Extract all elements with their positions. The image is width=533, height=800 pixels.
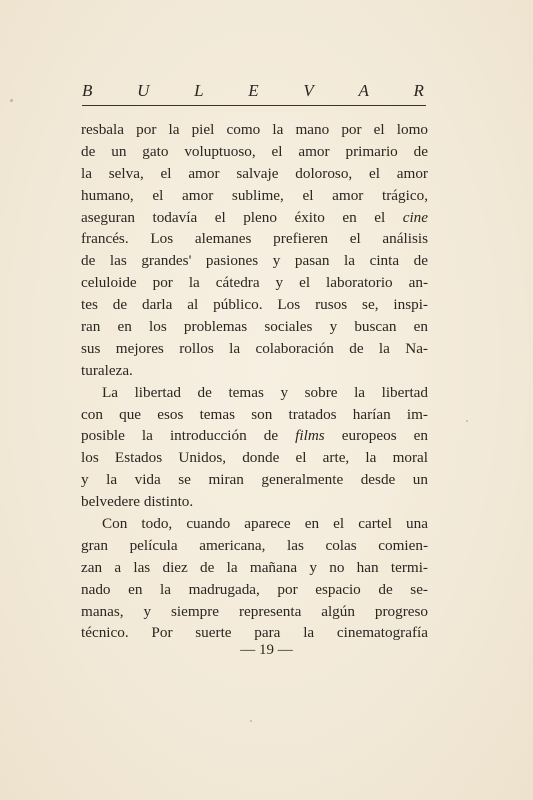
text-run: aseguran todavía el pleno éxito en el — [81, 208, 403, 226]
text-line: ran en los problemas sociales y buscan en — [81, 318, 428, 336]
running-head-letter: B — [82, 81, 93, 100]
text-run: posible la introducción de — [81, 427, 296, 445]
text-line: y la vida se miran generalmente desde un — [81, 471, 428, 489]
paper-speck — [10, 99, 13, 102]
running-head — [82, 80, 424, 102]
text-line: técnico. Por suerte para la cinematografía — [81, 624, 428, 642]
text-line: tes de darla al público. Los rusos se, inspi- — [81, 296, 428, 314]
running-head-letter: A — [358, 81, 369, 100]
paper-speck — [250, 720, 252, 722]
text-line: de un gato voluptuoso, el amor primario de — [81, 142, 428, 160]
running-head-letter: E — [248, 81, 259, 100]
text-line: con que esos temas son tratados harían im- — [81, 405, 428, 423]
running-head-letter: R — [413, 81, 424, 100]
italic-word: films — [295, 427, 325, 445]
text-line: de las grandes' pasiones y pasan la cinta de — [81, 252, 428, 270]
body-text — [81, 119, 428, 644]
text-run: europeos en — [324, 427, 428, 445]
text-line: Con todo, cuando aparece en el cartel una — [102, 515, 428, 533]
text-line: celuloide por la cátedra y el laboratorio an- — [81, 274, 428, 292]
text-line: gran película americana, las colas comien- — [81, 536, 428, 554]
text-line: humano, el amor sublime, el amor trágico, — [81, 186, 428, 204]
text-line: los Estados Unidos, donde el arte, la moral — [81, 449, 428, 467]
text-line: nado en la madrugada, por espacio de se- — [81, 580, 428, 598]
text-line: manas, y siempre representa algún progreso — [81, 602, 428, 620]
italic-word: cine — [402, 208, 428, 226]
paper-speck — [466, 420, 468, 422]
text-line: zan a las diez de la mañana y no han termi- — [81, 558, 428, 576]
running-head-letter: U — [137, 81, 150, 100]
text-line: turaleza. — [81, 361, 133, 379]
text-line — [81, 207, 428, 229]
running-head-letter: L — [194, 81, 204, 100]
text-line: la selva, el amor salvaje doloroso, el amor — [81, 164, 428, 182]
text-line: belvedere distinto. — [81, 493, 194, 511]
running-head-letter: V — [303, 81, 314, 100]
text-line: La libertad de temas y sobre la libertad — [102, 383, 428, 401]
header-rule — [82, 105, 426, 106]
page-number: — 19 — — [240, 642, 293, 658]
text-line: resbala por la piel como la mano por el lomo — [81, 121, 428, 138]
text-line — [81, 425, 428, 447]
text-line: francés. Los alemanes prefieren el análisis — [81, 230, 428, 248]
text-line: sus mejores rollos la colaboración de la Na- — [81, 339, 428, 357]
